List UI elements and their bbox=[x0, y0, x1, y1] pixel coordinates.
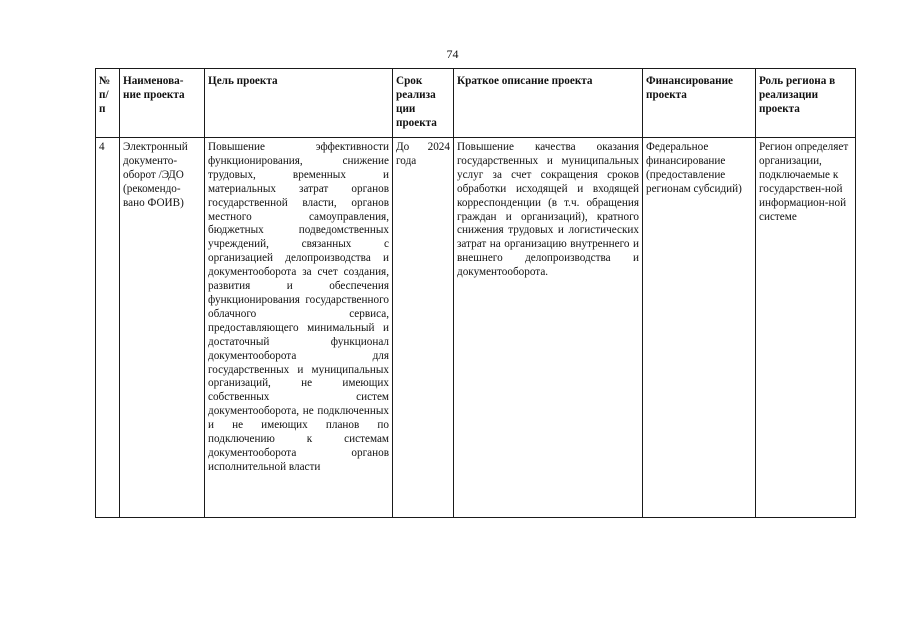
header-deadline: Срок реализа ции проекта bbox=[393, 69, 454, 138]
cell-deadline: До 2024 года bbox=[393, 138, 454, 518]
cell-project-name: Электронный документо-оборот /ЭДО (рекомендо-вано ФОИВ) bbox=[120, 138, 205, 518]
header-region-role: Роль региона в реализации проекта bbox=[756, 69, 856, 138]
header-number: № п/ п bbox=[96, 69, 120, 138]
header-project-name: Наименова-ние проекта bbox=[120, 69, 205, 138]
cell-region-role: Регион определяет организации, подключаемые к государствен-ной информацион-ной системе bbox=[756, 138, 856, 518]
header-financing: Финансирование проекта bbox=[643, 69, 756, 138]
cell-project-goal: Повышение эффективности функционирования, снижение трудовых, временных и материальных затрат органов государственной власти, органов местного самоуправления, бюджетных подведомственных учреждений, связанных с организацией делопроизводства и документооборота за счет создания, развития и обеспечения функционирования государственного облачного сервиса, предоставляющего минимальный и достаточный функционал документооборота для государственных и муниципальных организаций, не имеющих собственных систем документооборота, не подключенных и не имеющих планов по подключению к системам документооборота органов исполнительной власти bbox=[205, 138, 393, 518]
cell-financing: Федеральное финансирование (предоставление регионам субсидий) bbox=[643, 138, 756, 518]
header-description: Краткое описание проекта bbox=[454, 69, 643, 138]
header-project-goal: Цель проекта bbox=[205, 69, 393, 138]
table-header-row bbox=[96, 69, 856, 138]
table-row bbox=[96, 138, 856, 518]
cell-number: 4 bbox=[96, 138, 120, 518]
projects-table bbox=[95, 68, 856, 518]
cell-description: Повышение качества оказания государственных и муниципальных услуг за счет сокращения сроков обработки исходящей и входящей корреспонденции (в т.ч. обращения граждан и организаций), кратного снижения трудовых и логистических затрат на организацию внутреннего и внешнего делопроизводства и документооборота. bbox=[454, 138, 643, 518]
page-number: 74 bbox=[446, 47, 459, 61]
